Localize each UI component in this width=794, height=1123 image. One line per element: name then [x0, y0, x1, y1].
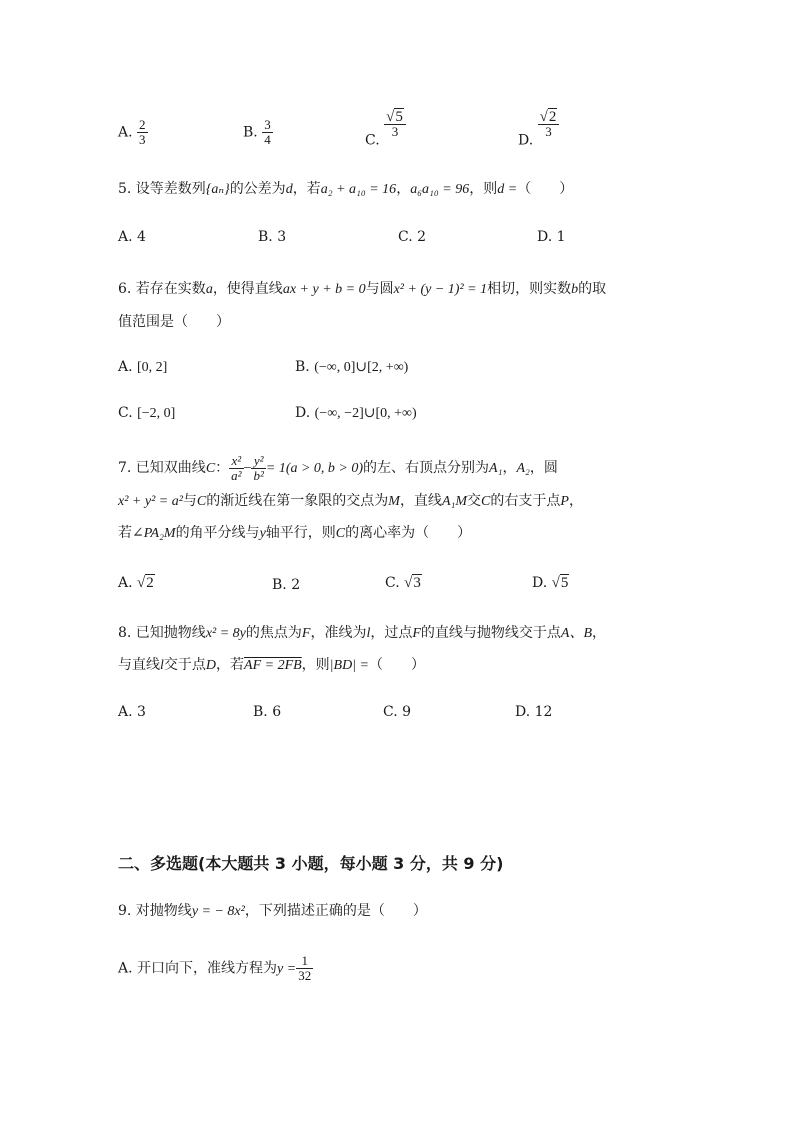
q6-option-a: A. [0, 2]	[118, 359, 168, 375]
q6-option-d: D. (−∞, −2]∪[0, +∞)	[295, 405, 417, 421]
fraction: $\frac{\text{y²}}{\text{b²}}$	[253, 452, 264, 483]
question-7-line3: 若∠PA₂M的角平分线与y轴平行，则C的离心率为（ ）	[118, 525, 472, 541]
q7-option-a: A. √2	[118, 575, 154, 591]
sqrt-symbol: √5	[386, 109, 403, 125]
sqrt-symbol: √3	[404, 575, 421, 591]
fraction: $\frac{√5}{3}$	[384, 110, 406, 139]
question-5: 5. 设等差数列{aₙ}的公差为d，若a₂ + a₁₀ = 16，a₆a₁₀ = 96，则d =（ ）	[118, 181, 574, 197]
section-heading: 二、多选题(本大题共 3 小题，每小题 3 分，共 9 分)	[118, 854, 504, 873]
sqrt-symbol: √5	[551, 575, 569, 591]
sqrt-symbol: √2	[539, 109, 557, 125]
question-7-line1: 7. 已知双曲线C： $\frac{\text{x²}}{\text{a²}}$ − $\frac{\text{y²}}{\text{b²}}$ = 1(a > 0, b > 0)的左、右顶点分别为A₁，A₂，圆	[118, 452, 558, 483]
question-9: 9. 对抛物线y = − 8x²，下列描述正确的是（ ）	[118, 903, 427, 919]
q8-option-c: C. 9	[383, 704, 412, 720]
fraction: $\frac{√2}{3}$	[538, 110, 560, 139]
q6-option-b: B. (−∞, 0]∪[2, +∞)	[295, 359, 409, 375]
q9-option-a: A. 开口向下，准线方程为y = $\frac{1}{32}$	[118, 953, 312, 983]
question-7-line2: x² + y² = a²与C的渐近线在第一象限的交点为M，直线A₁M交C的右支于点P，	[118, 493, 583, 509]
q8-option-b: B. 6	[253, 704, 282, 720]
q7-option-b: B. 2	[272, 577, 301, 593]
sqrt-symbol: √2	[137, 575, 154, 591]
fraction: $\frac{\text{x²}}{\text{a²}}$	[231, 452, 242, 483]
q4-option-c: C. $\frac{√5}{3}$	[365, 110, 406, 150]
q8-option-d: D. 12	[515, 704, 553, 720]
fraction: $\frac{2}{3}$	[139, 117, 146, 147]
q5-option-a: A. 4	[118, 229, 146, 245]
q6-option-c: C. [−2, 0]	[118, 405, 176, 421]
fraction: $\frac{1}{32}$	[298, 953, 312, 983]
q8-option-a: A. 3	[118, 704, 146, 720]
q4-option-b: B. $\frac{3}{4}$	[243, 117, 271, 147]
q7-option-d: D. √5	[532, 575, 569, 591]
q5-option-d: D. 1	[537, 229, 566, 245]
q4-option-d: D. $\frac{√2}{3}$	[518, 110, 559, 150]
question-8-line1: 8. 已知抛物线x² = 8y的焦点为F，准线为l，过点F的直线与抛物线交于点A、B，	[118, 625, 607, 641]
question-6-line1: 6. 若存在实数a，使得直线ax + y + b = 0与圆x² + (y − 1)² = 1相切，则实数b的取	[118, 281, 607, 297]
q7-option-c: C. √3	[385, 575, 421, 591]
q4-option-a: A. $\frac{2}{3}$	[118, 117, 146, 147]
q5-option-b: B. 3	[258, 229, 287, 245]
q5-option-c: C. 2	[398, 229, 427, 245]
question-6-line2: 值范围是（ ）	[118, 314, 230, 330]
fraction: $\frac{3}{4}$	[264, 117, 271, 147]
question-8-line2: 与直线l交于点D，若AF = 2FB，则|BD| =（ ）	[118, 657, 425, 673]
